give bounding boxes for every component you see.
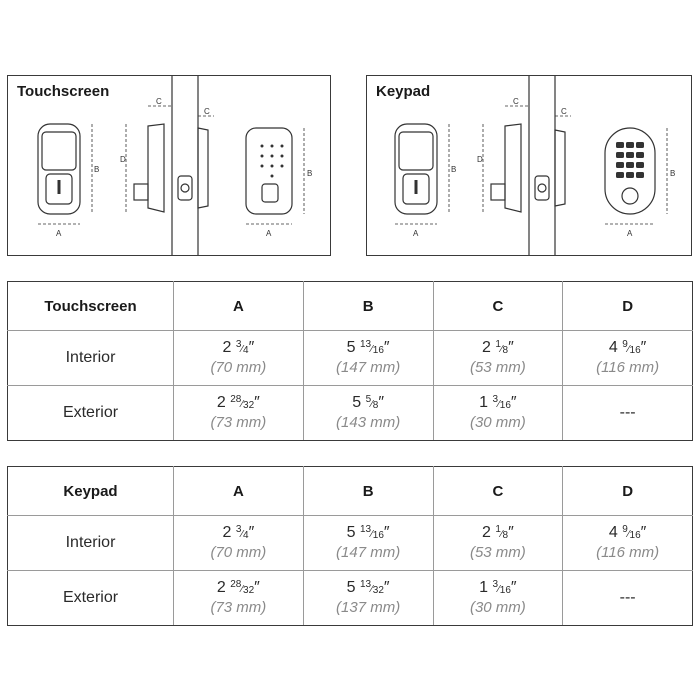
touch-dim-a-exterior: A: [266, 229, 272, 238]
touchscreen-diagram-panel: [7, 75, 331, 256]
keypad-dim-b-interior: B: [451, 165, 457, 174]
cell-c: [433, 331, 563, 386]
row-label-exterior: Exterior: [8, 571, 174, 626]
dim-imperial: 2 3⁄4″: [222, 339, 255, 356]
cell-a: [174, 516, 304, 571]
dim-metric: (116 mm): [596, 544, 660, 561]
touchscreen-panel-title: Touchscreen: [17, 83, 110, 100]
table-header-model: Touchscreen: [8, 282, 174, 331]
touchscreen-diagram: [8, 76, 331, 256]
touch-dim-b-exterior: B: [307, 169, 313, 178]
keypad-diagram-panel: [366, 75, 692, 256]
cell-b: [303, 516, 433, 571]
cell-b: [303, 571, 433, 626]
dim-metric: (70 mm): [210, 359, 267, 376]
keypad-dimensions-table: [7, 466, 693, 626]
dim-metric: (143 mm): [336, 414, 401, 431]
cell-c: [433, 386, 563, 441]
touch-dim-d: D: [120, 155, 126, 164]
cell-c: [433, 516, 563, 571]
keypad-buttons: [616, 142, 644, 178]
dim-imperial: 4 9⁄16″: [608, 524, 647, 541]
dim-imperial: 5 5⁄8″: [352, 394, 385, 411]
keypad-dim-b-exterior: B: [670, 169, 676, 178]
keypad-dim-c-interior: C: [513, 97, 519, 106]
dim-metric: (73 mm): [210, 599, 267, 616]
row-label-exterior: Exterior: [8, 386, 174, 441]
dim-imperial: 5 13⁄16″: [346, 524, 390, 541]
cell-a: [174, 331, 304, 386]
row-label-interior: Interior: [8, 516, 174, 571]
touch-dim-c-exterior: C: [204, 107, 210, 116]
touch-dim-a-interior: A: [56, 229, 62, 238]
table-header-c: C: [433, 467, 563, 516]
dim-imperial: 2 28⁄32″: [216, 394, 260, 411]
cell-d: [563, 331, 693, 386]
cell-d-empty: ---: [563, 571, 693, 626]
table-header-b: B: [303, 467, 433, 516]
dim-metric: (147 mm): [336, 359, 401, 376]
dim-metric: (116 mm): [596, 359, 660, 376]
cell-c: [433, 571, 563, 626]
table-header-model: Keypad: [8, 467, 174, 516]
dim-metric: (137 mm): [336, 599, 401, 616]
cell-d: [563, 516, 693, 571]
cell-b: [303, 331, 433, 386]
table-header-a: A: [174, 467, 304, 516]
cell-a: [174, 386, 304, 441]
keypad-dim-c-exterior: C: [561, 107, 567, 116]
dim-imperial: 2 3⁄4″: [222, 524, 255, 541]
dim-metric: (30 mm): [469, 414, 526, 431]
dim-imperial: 2 1⁄8″: [481, 339, 514, 356]
touchscreen-dimensions-table: [7, 281, 693, 441]
dim-imperial: 1 3⁄16″: [479, 394, 517, 411]
touch-dim-c-interior: C: [156, 97, 162, 106]
cell-a: [174, 571, 304, 626]
table-header-d: D: [563, 467, 693, 516]
table-row: [8, 571, 693, 626]
dim-metric: (70 mm): [210, 544, 267, 561]
keypad-panel-title: Keypad: [376, 83, 431, 100]
dim-imperial: 2 1⁄8″: [481, 524, 514, 541]
table-header-d: D: [563, 282, 693, 331]
cell-d-empty: ---: [563, 386, 693, 441]
table-row: [8, 386, 693, 441]
dim-metric: (53 mm): [469, 359, 526, 376]
touch-dim-b-interior: B: [94, 165, 100, 174]
dim-imperial: 4 9⁄16″: [608, 339, 647, 356]
keypad-dim-a-exterior: A: [627, 229, 633, 238]
table-header-b: B: [303, 282, 433, 331]
table-header-a: A: [174, 282, 304, 331]
table-row: [8, 516, 693, 571]
touchscreen-keypad-dots: [261, 145, 284, 178]
dim-imperial: 1 3⁄16″: [479, 579, 517, 596]
table-row: [8, 331, 693, 386]
dim-imperial: 2 28⁄32″: [216, 579, 260, 596]
dim-metric: (147 mm): [336, 544, 401, 561]
table-header-row: [8, 282, 693, 331]
dim-metric: (53 mm): [469, 544, 526, 561]
keypad-diagram: [367, 76, 692, 256]
table-header-c: C: [433, 282, 563, 331]
cell-b: [303, 386, 433, 441]
dim-imperial: 5 13⁄32″: [346, 579, 390, 596]
dim-metric: (73 mm): [210, 414, 267, 431]
table-header-row: [8, 467, 693, 516]
keypad-dim-a-interior: A: [413, 229, 419, 238]
dim-metric: (30 mm): [469, 599, 526, 616]
keypad-dim-d: D: [477, 155, 483, 164]
row-label-interior: Interior: [8, 331, 174, 386]
dim-imperial: 5 13⁄16″: [346, 339, 390, 356]
